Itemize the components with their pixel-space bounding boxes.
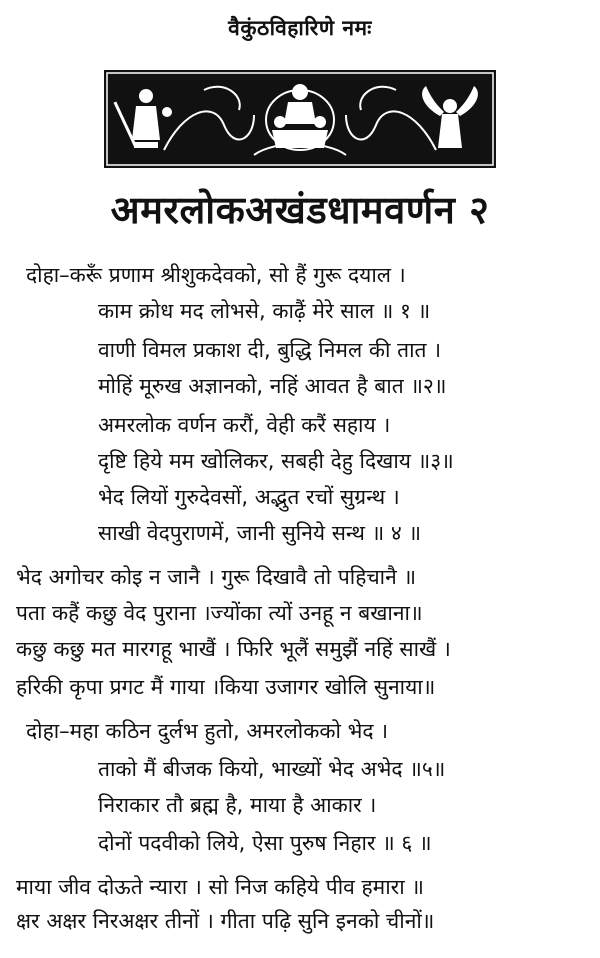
doha1-line-5: अमरलोक वर्णन करौं, वेही करैं सहाय । — [98, 413, 391, 437]
chaupai1-line-4: हरिकी कृपा प्रगट मैं गाया ।किया उजागर खोलि सुनाया॥ — [16, 675, 436, 699]
doha2-line-1: दोहा–महा कठिन दुर्लभ हुतो, अमरलोकको भेद । — [26, 719, 389, 743]
page-title: अमरलोकअखंडधामवर्णन २ — [110, 188, 490, 232]
doha1-line-2: काम क्रोध मद लोभसे, काढ़ैं मेरे साल ॥ १ ॥ — [98, 299, 431, 323]
chaupai2-line-2: क्षर अक्षर निरअक्षर तीनों । गीता पढ़ि सुनि इनको चीनों॥ — [16, 909, 435, 933]
header-vignette — [104, 70, 496, 168]
doha1-line-3: वाणी विमल प्रकाश दी, बुद्धि निमल की तात । — [98, 338, 442, 362]
doha1-line-6: दृष्टि हिये मम खोलिकर, सबही देहु दिखाय ॥३॥ — [98, 449, 454, 473]
invocation: वैकुंठविहारिणे नमः — [228, 16, 372, 40]
deity-group-icon — [266, 84, 334, 150]
chaupai2-line-1: माया जीव दोऊते न्यारा । सो निज कहिये पीव हमारा ॥ — [16, 875, 424, 899]
musician-figure-icon — [114, 89, 172, 148]
doha1-line-7: भेद लियों गुरुदेवसों, अद्भुत रचों सुग्रन्थ । — [98, 485, 400, 509]
doha2-line-2: ताको मैं बीजक कियो, भाख्यों भेद अभेद ॥५॥ — [98, 757, 446, 781]
doha2-line-4: दोनों पदवीको लिये, ऐसा पुरुष निहार ॥ ६ ॥ — [98, 831, 432, 855]
doha1-line-4: मोहिं मूरुख अज्ञानको, नहिं आवत है बात ॥२॥ — [98, 374, 447, 398]
chaupai1-line-1: भेद अगोचर कोइ न जानै । गुरू दिखावै तो पहिचानै ॥ — [16, 565, 417, 589]
doha1-line-1: दोहा–करूँ प्रणाम श्रीशुकदेवको, सो हैं गुरू दयाल । — [26, 263, 406, 287]
chaupai1-line-2: पता कहैं कछु वेद पुराना ।ज्योंका त्यों उनहू न बखाना॥ — [16, 601, 423, 625]
doha2-line-3: निराकार तौ ब्रह्म है, माया है आकार । — [98, 793, 377, 817]
chaupai1-line-3: कछु कछु मत मारगहू भाखैं । फिरि भूलैं समुझैं नहिं साखैं । — [16, 637, 451, 661]
doha1-line-8: साखी वेदपुराणमें, जानी सुनिये सन्थ ॥ ४ ॥ — [98, 521, 422, 545]
